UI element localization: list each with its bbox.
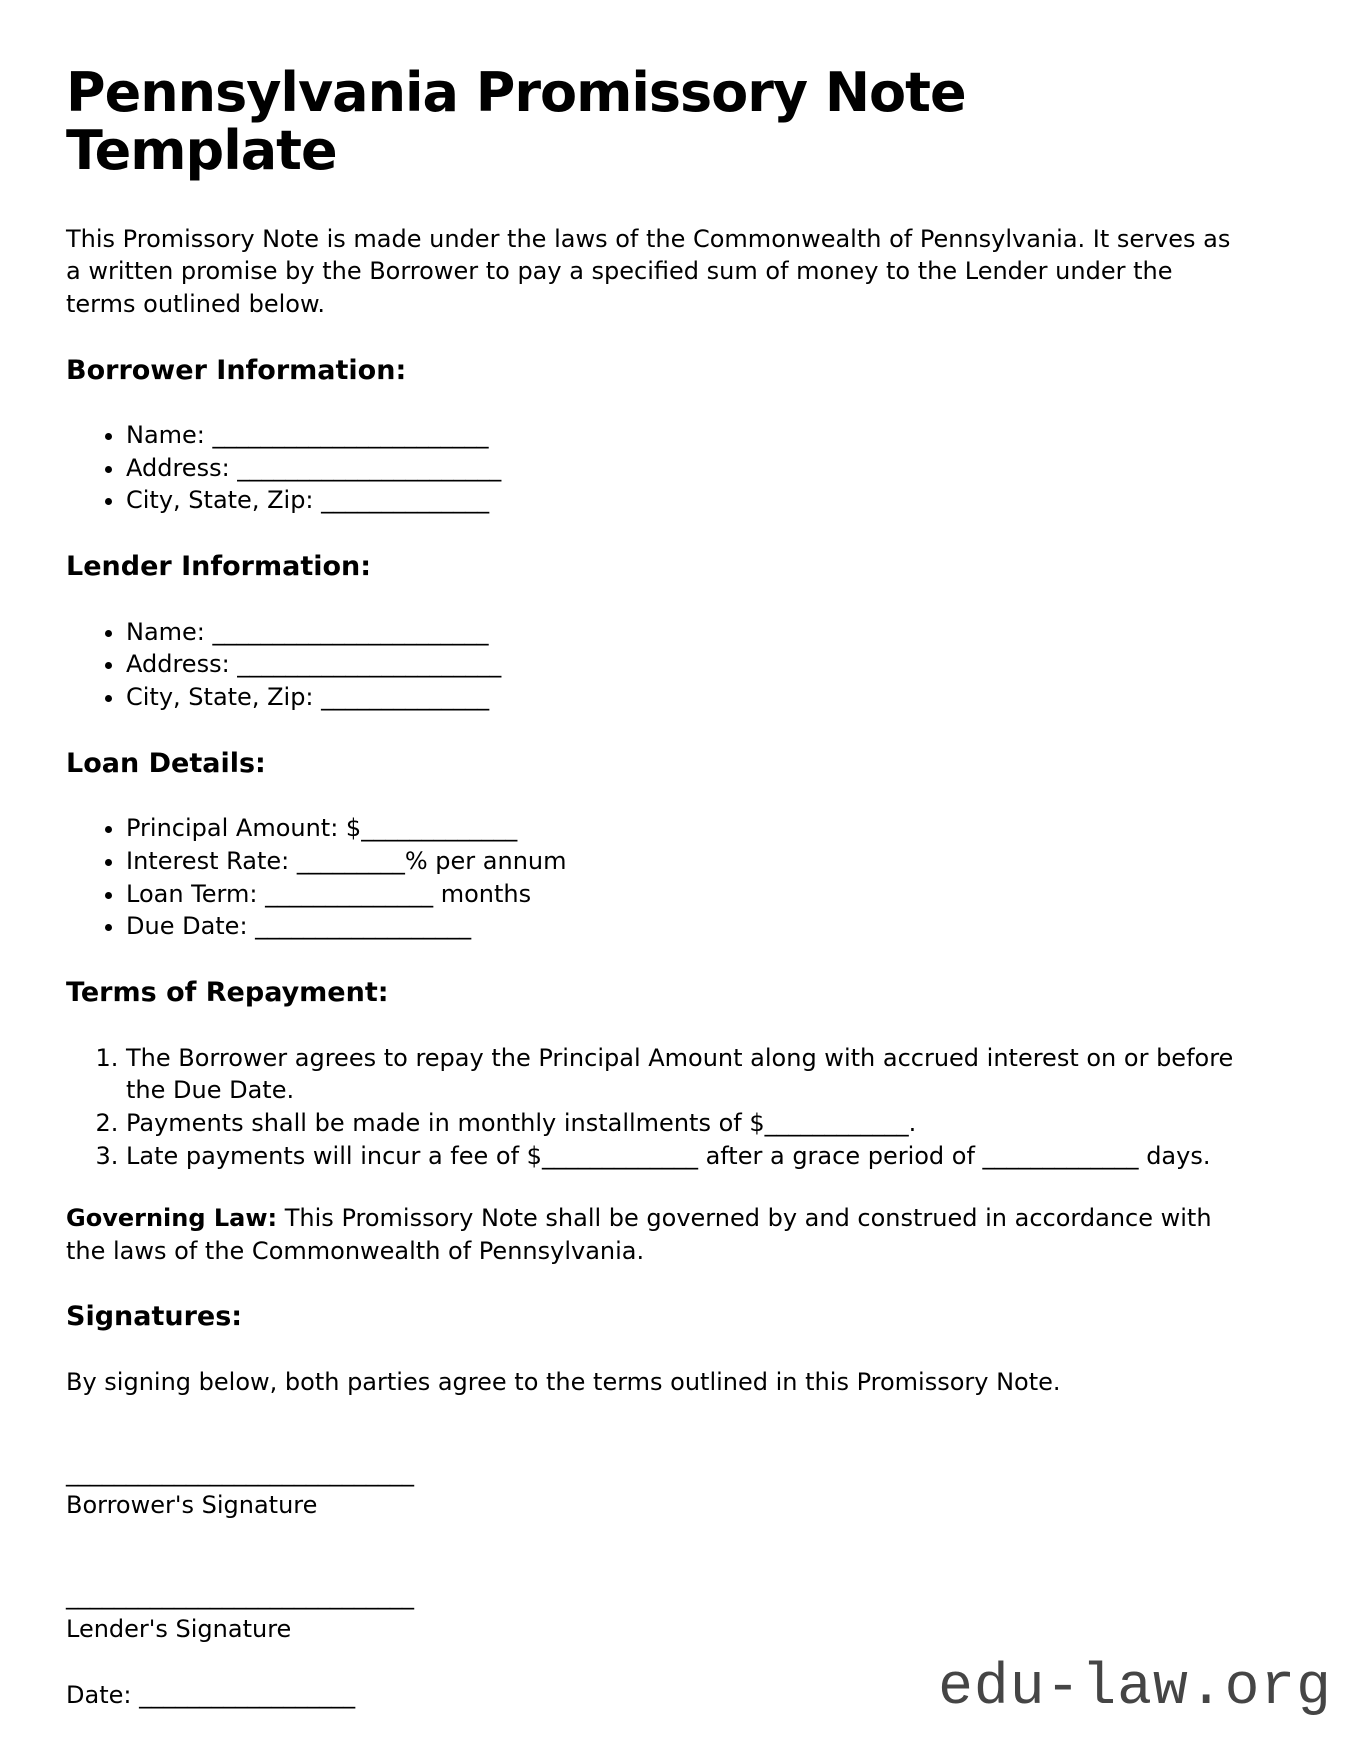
lender-signature-label: Lender's Signature <box>66 1614 292 1643</box>
repayment-term-item: 2. Payments shall be made in monthly installments of $____________. <box>126 1107 1246 1140</box>
borrower-signature-line: _____________________________ <box>66 1458 414 1487</box>
lender-signature-line: _____________________________ <box>66 1581 414 1610</box>
section-heading-terms-of-repayment: Terms of Repayment: <box>66 976 389 1008</box>
intro-paragraph: This Promissory Note is made under the laws of the Commonwealth of Pennsylvania. It serves as a written promise by the Borrower to pay a specified sum of money to the Lender under the terms outlined below. <box>66 224 1231 318</box>
lender-city-state-zip-field: • City, State, Zip: ______________ <box>126 681 1246 714</box>
lender-address-field: • Address: ______________________ <box>126 648 1246 681</box>
due-date-field: • Due Date: __________________ <box>126 910 1246 943</box>
loan-details-list <box>66 812 1246 943</box>
signatures-intro-paragraph: By signing below, both parties agree to the terms outlined in this Promissory Note. <box>66 1368 1061 1397</box>
borrower-signature-block <box>66 1457 1246 1522</box>
governing-law-paragraph <box>66 1202 1246 1267</box>
borrower-signature-label: Borrower's Signature <box>66 1491 318 1520</box>
principal-amount-field: • Principal Amount: $_____________ <box>126 812 1246 845</box>
governing-law-label: Governing Law: <box>66 1204 278 1233</box>
borrower-address-field: • Address: ______________________ <box>126 452 1246 485</box>
governing-law-text: This Promissory Note shall be governed by and construed in accordance with the laws of the Commonwealth of Pennsylvania. <box>66 1204 1212 1265</box>
section-heading-lender-information: Lender Information: <box>66 551 372 583</box>
loan-term-field: • Loan Term: ______________ months <box>126 878 1246 911</box>
document-content <box>66 61 1246 1712</box>
interest-rate-field: • Interest Rate: _________% per annum <box>126 845 1246 878</box>
lender-signature-block <box>66 1580 1246 1645</box>
repayment-term-item: 3. Late payments will incur a fee of $_____________ after a grace period of _____________ days. <box>126 1140 1246 1173</box>
section-heading-borrower-information: Borrower Information: <box>66 354 407 386</box>
borrower-information-list <box>66 419 1246 517</box>
lender-name-field: • Name: _______________________ <box>126 616 1246 649</box>
page-title: Pennsylvania Promissory Note Template <box>66 61 966 183</box>
lender-information-list <box>66 616 1246 714</box>
terms-of-repayment-list <box>66 1042 1246 1173</box>
borrower-name-field: • Name: _______________________ <box>126 419 1246 452</box>
date-field: Date: __________________ <box>66 1681 356 1710</box>
watermark: edu-law.org <box>938 1656 1332 1722</box>
section-heading-signatures: Signatures: <box>66 1301 243 1333</box>
section-heading-loan-details: Loan Details: <box>66 747 266 779</box>
borrower-city-state-zip-field: • City, State, Zip: ______________ <box>126 484 1246 517</box>
repayment-term-item: 1. The Borrower agrees to repay the Principal Amount along with accrued interest on or before the Due Date. <box>126 1042 1246 1107</box>
